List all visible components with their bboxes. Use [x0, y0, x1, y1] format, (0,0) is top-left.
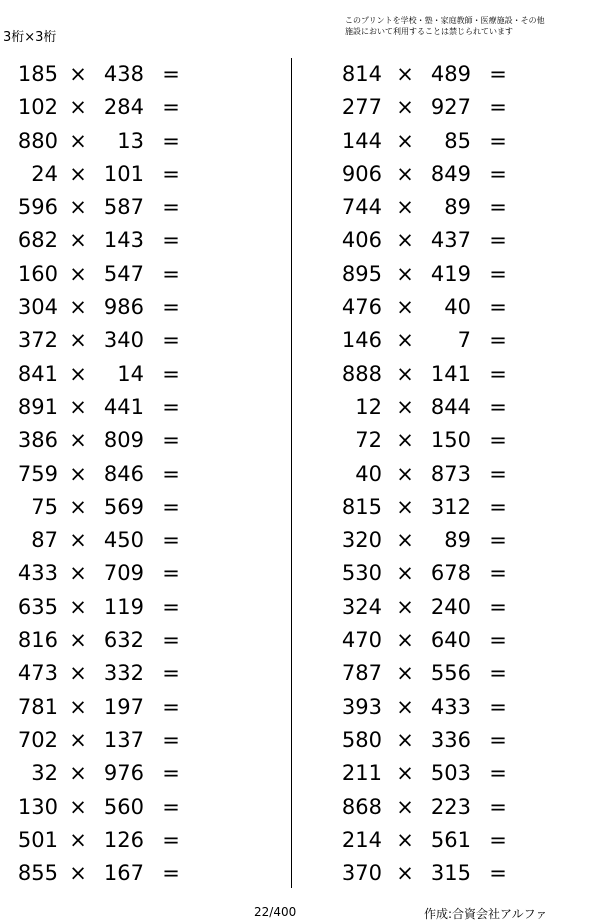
times-sign: ×: [69, 727, 87, 752]
multiplier: 143: [103, 228, 144, 253]
equals-sign: =: [162, 95, 180, 120]
multiplicand: 102: [17, 95, 58, 120]
times-sign: ×: [69, 428, 87, 453]
problem-row: [327, 223, 587, 256]
multiplicand: 787: [341, 661, 382, 686]
problem-row: [0, 590, 260, 623]
multiplicand: 320: [341, 528, 382, 553]
multiplicand: 214: [341, 827, 382, 852]
problem-column-right: [327, 57, 587, 889]
equals-sign: =: [489, 228, 507, 253]
times-sign: ×: [69, 861, 87, 886]
problem-row: [0, 323, 260, 356]
problem-row: [327, 823, 587, 856]
multiplier: 336: [430, 727, 471, 752]
multiplicand: 24: [31, 161, 58, 186]
equals-sign: =: [162, 128, 180, 153]
problem-row: [327, 490, 587, 523]
problem-row: [0, 790, 260, 823]
problem-row: [327, 423, 587, 456]
times-sign: ×: [396, 827, 414, 852]
times-sign: ×: [69, 561, 87, 586]
times-sign: ×: [396, 494, 414, 519]
equals-sign: =: [162, 328, 180, 353]
problem-row: [327, 57, 587, 90]
equals-sign: =: [162, 228, 180, 253]
equals-sign: =: [489, 428, 507, 453]
equals-sign: =: [162, 161, 180, 186]
equals-sign: =: [489, 861, 507, 886]
equals-sign: =: [489, 561, 507, 586]
times-sign: ×: [396, 195, 414, 220]
multiplier: 709: [103, 561, 144, 586]
problem-row: [327, 157, 587, 190]
multiplier: 441: [103, 394, 144, 419]
times-sign: ×: [69, 295, 87, 320]
multiplicand: 40: [355, 461, 382, 486]
equals-sign: =: [489, 727, 507, 752]
multiplicand: 530: [341, 561, 382, 586]
multiplier: 85: [444, 128, 471, 153]
times-sign: ×: [69, 195, 87, 220]
equals-sign: =: [489, 128, 507, 153]
problem-row: [327, 690, 587, 723]
equals-sign: =: [489, 528, 507, 553]
multiplicand: 324: [341, 594, 382, 619]
multiplier: 640: [430, 628, 471, 653]
equals-sign: =: [489, 295, 507, 320]
problem-row: [0, 190, 260, 223]
problem-row: [327, 856, 587, 889]
times-sign: ×: [69, 661, 87, 686]
multiplicand: 888: [341, 361, 382, 386]
problem-row: [327, 390, 587, 423]
multiplicand: 473: [17, 661, 58, 686]
problem-row: [327, 790, 587, 823]
multiplier: 678: [430, 561, 471, 586]
times-sign: ×: [69, 827, 87, 852]
equals-sign: =: [489, 461, 507, 486]
multiplier: 489: [430, 62, 471, 86]
problem-row: [327, 257, 587, 290]
multiplicand: 855: [17, 861, 58, 886]
problem-row: [327, 523, 587, 556]
times-sign: ×: [396, 295, 414, 320]
multiplicand: 160: [17, 261, 58, 286]
problem-row: [0, 490, 260, 523]
times-sign: ×: [396, 228, 414, 253]
equals-sign: =: [489, 594, 507, 619]
problem-row: [0, 357, 260, 390]
multiplier: 89: [444, 528, 471, 553]
problem-row: [0, 457, 260, 490]
times-sign: ×: [396, 394, 414, 419]
multiplier: 284: [103, 95, 144, 120]
multiplicand: 393: [341, 694, 382, 719]
multiplicand: 891: [17, 394, 58, 419]
multiplier: 560: [103, 794, 144, 819]
times-sign: ×: [69, 62, 87, 86]
problem-row: [0, 623, 260, 656]
multiplier: 167: [103, 861, 144, 886]
problem-row: [327, 290, 587, 323]
times-sign: ×: [69, 328, 87, 353]
multiplier: 547: [103, 261, 144, 286]
multiplier: 119: [103, 594, 144, 619]
equals-sign: =: [162, 261, 180, 286]
multiplicand: 146: [341, 328, 382, 353]
problem-row: [0, 723, 260, 756]
times-sign: ×: [396, 361, 414, 386]
multiplier: 223: [430, 794, 471, 819]
problem-row: [327, 190, 587, 223]
times-sign: ×: [396, 594, 414, 619]
times-sign: ×: [396, 261, 414, 286]
multiplicand: 130: [17, 794, 58, 819]
multiplier: 315: [430, 861, 471, 886]
multiplier: 332: [103, 661, 144, 686]
problem-column-left: [0, 57, 260, 889]
multiplier: 437: [430, 228, 471, 253]
equals-sign: =: [162, 794, 180, 819]
equals-sign: =: [162, 628, 180, 653]
equals-sign: =: [489, 794, 507, 819]
multiplier: 844: [430, 394, 471, 419]
problem-row: [327, 457, 587, 490]
times-sign: ×: [69, 394, 87, 419]
times-sign: ×: [396, 328, 414, 353]
multiplier: 312: [430, 494, 471, 519]
equals-sign: =: [162, 361, 180, 386]
multiplier: 569: [103, 494, 144, 519]
equals-sign: =: [162, 195, 180, 220]
equals-sign: =: [489, 694, 507, 719]
times-sign: ×: [396, 861, 414, 886]
multiplier: 587: [103, 195, 144, 220]
problem-row: [0, 257, 260, 290]
times-sign: ×: [396, 428, 414, 453]
author-credit: 作成:合資会社アルファ: [424, 907, 548, 921]
equals-sign: =: [162, 428, 180, 453]
equals-sign: =: [489, 261, 507, 286]
multiplicand: 470: [341, 628, 382, 653]
times-sign: ×: [396, 727, 414, 752]
equals-sign: =: [489, 394, 507, 419]
problem-row: [327, 357, 587, 390]
copyright-notice: このプリントを学校・塾・家庭教師・医療施設・その他 施設において利用することは禁じられています: [345, 16, 545, 36]
times-sign: ×: [69, 761, 87, 786]
problem-row: [0, 756, 260, 789]
problem-row: [0, 856, 260, 889]
times-sign: ×: [396, 694, 414, 719]
multiplicand: 868: [341, 794, 382, 819]
problem-row: [0, 423, 260, 456]
multiplicand: 702: [17, 727, 58, 752]
equals-sign: =: [162, 528, 180, 553]
multiplier: 89: [444, 195, 471, 220]
equals-sign: =: [162, 561, 180, 586]
multiplicand: 12: [355, 394, 382, 419]
multiplicand: 895: [341, 261, 382, 286]
times-sign: ×: [69, 494, 87, 519]
problem-row: [0, 290, 260, 323]
times-sign: ×: [69, 261, 87, 286]
problem-row: [0, 823, 260, 856]
equals-sign: =: [162, 62, 180, 86]
equals-sign: =: [162, 861, 180, 886]
multiplier: 150: [430, 428, 471, 453]
multiplicand: 75: [31, 494, 58, 519]
equals-sign: =: [162, 694, 180, 719]
times-sign: ×: [69, 794, 87, 819]
multiplicand: 372: [17, 328, 58, 353]
multiplicand: 906: [341, 161, 382, 186]
problem-row: [327, 723, 587, 756]
multiplier: 976: [103, 761, 144, 786]
times-sign: ×: [396, 62, 414, 86]
multiplier: 126: [103, 827, 144, 852]
multiplicand: 277: [341, 95, 382, 120]
times-sign: ×: [69, 95, 87, 120]
worksheet-title: 3桁×3桁: [3, 30, 57, 45]
multiplicand: 580: [341, 727, 382, 752]
multiplicand: 185: [17, 62, 58, 86]
multiplier: 141: [430, 361, 471, 386]
multiplier: 137: [103, 727, 144, 752]
multiplicand: 304: [17, 295, 58, 320]
problem-row: [327, 124, 587, 157]
multiplier: 846: [103, 461, 144, 486]
multiplier: 197: [103, 694, 144, 719]
times-sign: ×: [396, 794, 414, 819]
multiplicand: 682: [17, 228, 58, 253]
problem-row: [0, 223, 260, 256]
multiplicand: 814: [341, 62, 382, 86]
problem-row: [0, 390, 260, 423]
multiplicand: 476: [341, 295, 382, 320]
equals-sign: =: [489, 761, 507, 786]
times-sign: ×: [69, 361, 87, 386]
times-sign: ×: [69, 628, 87, 653]
multiplicand: 596: [17, 195, 58, 220]
multiplier: 438: [103, 62, 144, 86]
multiplicand: 841: [17, 361, 58, 386]
multiplicand: 635: [17, 594, 58, 619]
times-sign: ×: [69, 461, 87, 486]
times-sign: ×: [396, 161, 414, 186]
equals-sign: =: [162, 394, 180, 419]
times-sign: ×: [69, 694, 87, 719]
times-sign: ×: [69, 228, 87, 253]
multiplier: 240: [430, 594, 471, 619]
problem-row: [327, 590, 587, 623]
multiplicand: 72: [355, 428, 382, 453]
equals-sign: =: [489, 661, 507, 686]
multiplicand: 815: [341, 494, 382, 519]
multiplicand: 501: [17, 827, 58, 852]
multiplier: 433: [430, 694, 471, 719]
times-sign: ×: [396, 528, 414, 553]
equals-sign: =: [162, 727, 180, 752]
times-sign: ×: [396, 561, 414, 586]
equals-sign: =: [489, 62, 507, 86]
equals-sign: =: [489, 628, 507, 653]
multiplier: 101: [103, 161, 144, 186]
equals-sign: =: [489, 195, 507, 220]
multiplicand: 816: [17, 628, 58, 653]
equals-sign: =: [162, 827, 180, 852]
multiplicand: 759: [17, 461, 58, 486]
equals-sign: =: [162, 295, 180, 320]
page-number: 22/400: [254, 905, 297, 919]
multiplicand: 87: [31, 528, 58, 553]
problem-row: [327, 323, 587, 356]
problem-row: [0, 523, 260, 556]
multiplicand: 744: [341, 195, 382, 220]
problem-row: [327, 656, 587, 689]
multiplicand: 32: [31, 761, 58, 786]
equals-sign: =: [489, 328, 507, 353]
multiplicand: 144: [341, 128, 382, 153]
equals-sign: =: [489, 361, 507, 386]
times-sign: ×: [396, 128, 414, 153]
problem-row: [0, 124, 260, 157]
equals-sign: =: [489, 494, 507, 519]
problem-row: [0, 57, 260, 90]
equals-sign: =: [162, 761, 180, 786]
multiplicand: 880: [17, 128, 58, 153]
equals-sign: =: [162, 661, 180, 686]
multiplier: 450: [103, 528, 144, 553]
problem-row: [327, 756, 587, 789]
multiplicand: 781: [17, 694, 58, 719]
multiplier: 632: [103, 628, 144, 653]
multiplier: 561: [430, 827, 471, 852]
equals-sign: =: [162, 494, 180, 519]
multiplier: 13: [117, 128, 144, 153]
multiplier: 503: [430, 761, 471, 786]
multiplier: 849: [430, 161, 471, 186]
multiplier: 873: [430, 461, 471, 486]
problem-row: [0, 556, 260, 589]
problem-row: [327, 90, 587, 123]
multiplier: 14: [117, 361, 144, 386]
problem-row: [0, 690, 260, 723]
multiplicand: 406: [341, 228, 382, 253]
multiplier: 419: [430, 261, 471, 286]
times-sign: ×: [396, 661, 414, 686]
problem-row: [327, 556, 587, 589]
multiplier: 40: [444, 295, 471, 320]
problem-row: [0, 656, 260, 689]
equals-sign: =: [489, 161, 507, 186]
multiplier: 927: [430, 95, 471, 120]
column-divider: [291, 58, 292, 888]
times-sign: ×: [69, 161, 87, 186]
multiplicand: 370: [341, 861, 382, 886]
multiplier: 986: [103, 295, 144, 320]
times-sign: ×: [69, 594, 87, 619]
multiplier: 7: [457, 328, 471, 353]
times-sign: ×: [396, 761, 414, 786]
problem-row: [327, 623, 587, 656]
problem-row: [0, 90, 260, 123]
multiplier: 556: [430, 661, 471, 686]
multiplicand: 211: [341, 761, 382, 786]
equals-sign: =: [489, 827, 507, 852]
multiplicand: 433: [17, 561, 58, 586]
equals-sign: =: [162, 594, 180, 619]
equals-sign: =: [489, 95, 507, 120]
equals-sign: =: [162, 461, 180, 486]
times-sign: ×: [396, 461, 414, 486]
multiplier: 340: [103, 328, 144, 353]
multiplicand: 386: [17, 428, 58, 453]
times-sign: ×: [396, 628, 414, 653]
multiplier: 809: [103, 428, 144, 453]
problem-row: [0, 157, 260, 190]
times-sign: ×: [69, 528, 87, 553]
times-sign: ×: [396, 95, 414, 120]
times-sign: ×: [69, 128, 87, 153]
